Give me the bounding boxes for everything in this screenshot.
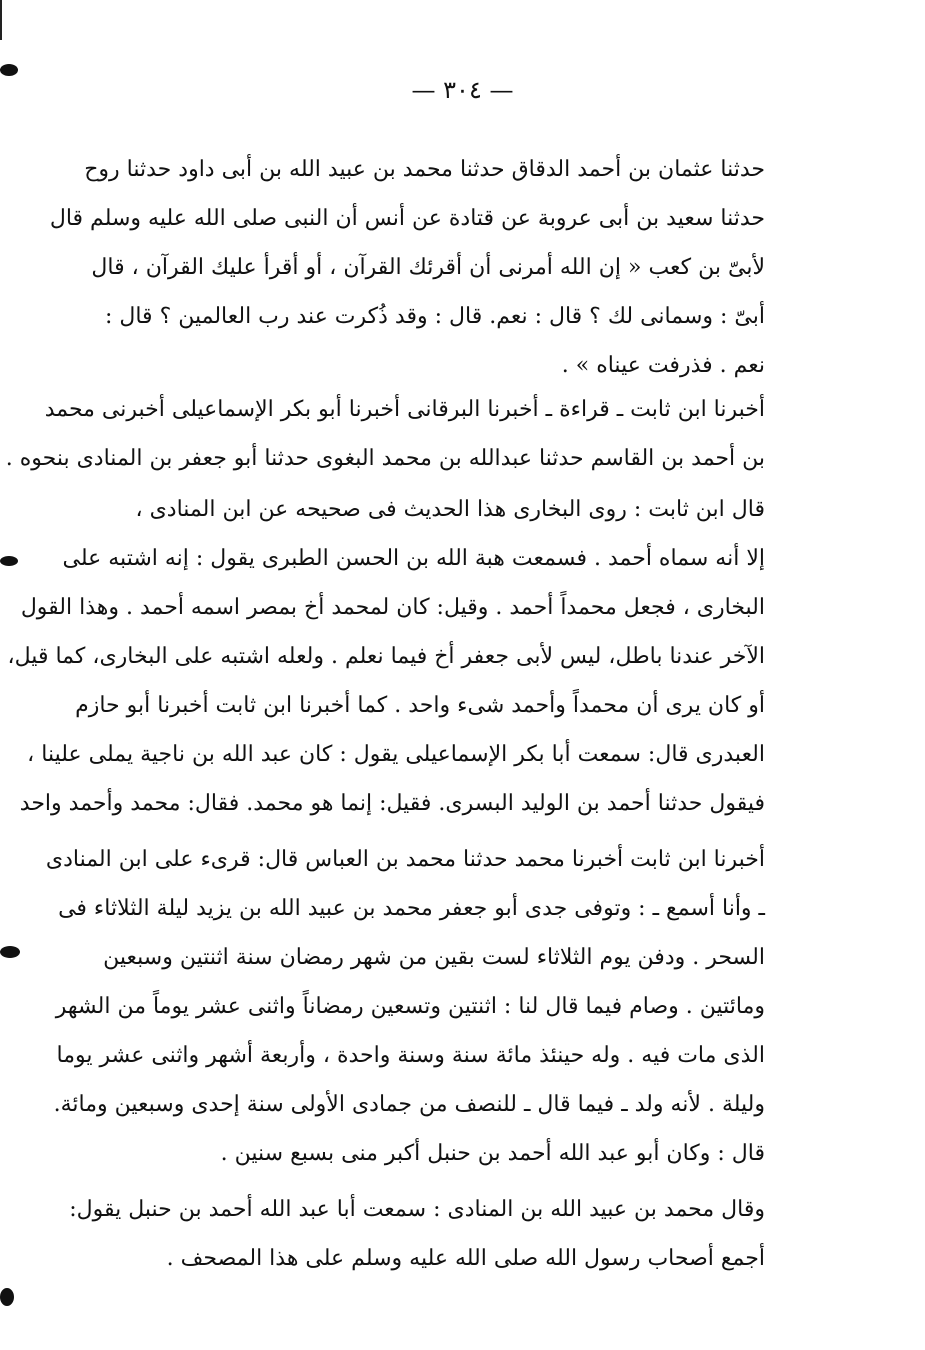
text-line: أخبرنا ابن ثابت ـ قراءة ـ أخبرنا البرقانى أخبرنا أبو بكر الإسماعيلى أخبرنى محمد <box>44 397 765 422</box>
paragraph-isnad <box>5 385 765 483</box>
text-line: العبدرى قال: سمعت أبا بكر الإسماعيلى يقول : كان عبد الله بن ناجية يملى علينا ، <box>27 742 765 767</box>
paragraph-hadith <box>49 145 765 390</box>
text-line: ومائتين . وصام فيما قال لنا : اثنتين وتسعين رمضاناً واثنى عشر يوماً من الشهر <box>55 994 765 1019</box>
text-line: حدثنا عثمان بن أحمد الدقاق حدثنا محمد بن عبيد الله بن أبى داود حدثنا روح <box>84 157 765 182</box>
text-line: الذى مات فيه . وله حينئذ مائة سنة وسنة واحدة ، وأربعة أشهر واثنى عشر يوما <box>56 1043 765 1068</box>
text-line: البخارى ، فجعل محمداً أحمد . وقيل: كان لمحمد أخ بمصر اسمه أحمد . وهذا القول <box>20 595 765 620</box>
text-line: بن أحمد بن القاسم حدثنا عبدالله بن محمد البغوى حدثنا أبو جعفر بن المنادى بنحوه . <box>5 446 765 471</box>
paragraph-commentary <box>7 485 765 828</box>
text-line: فيقول حدثنا أحمد بن الوليد البسرى. فقيل: إنما هو محمد. فقال: محمد وأحمد واحد <box>19 791 765 816</box>
text-line: أبىّ : وسمانى لك ؟ قال : نعم. قال : وقد ذُكرت عند رب العالمين ؟ قال : <box>104 304 765 329</box>
paragraph-closing <box>69 1185 765 1283</box>
text-line: أجمع أصحاب رسول الله صلى الله عليه وسلم على هذا المصحف . <box>166 1246 765 1271</box>
text-line: نعم . فذرفت عيناه » . <box>561 353 765 378</box>
binding-mark <box>0 556 18 566</box>
text-line: الآخر عندنا باطل، ليس لأبى جعفر أخ فيما نعلم . ولعله اشتبه على البخارى، كما قيل، <box>7 644 765 669</box>
text-line: حدثنا سعيد بن أبى عروبة عن قتادة عن أنس أن النبى صلى الله عليه وسلم قال <box>49 206 765 231</box>
text-line: أو كان يرى أن محمداً وأحمد شىء واحد . كما أخبرنا ابن ثابت أخبرنا أبو حازم <box>75 693 765 718</box>
text-line: إلا أنه سماه أحمد . فسمعت هبة الله بن الحسن الطبرى يقول : إنه اشتبه على <box>62 546 765 571</box>
binding-mark <box>0 1288 14 1306</box>
page-edge-line <box>0 0 2 40</box>
binding-mark <box>0 946 20 958</box>
paragraph-biography <box>45 835 765 1178</box>
text-line: قال ابن ثابت : روى البخارى هذا الحديث فى صحيحه عن ابن المنادى ، <box>135 497 765 522</box>
text-line: أخبرنا ابن ثابت أخبرنا محمد حدثنا محمد بن العباس قال: قرىء على ابن المنادى <box>45 847 765 872</box>
text-line: قال : وكان أبو عبد الله أحمد بن حنبل أكبر منى بسبع سنين . <box>220 1141 765 1166</box>
text-line: السحر . ودفن يوم الثلاثاء لست بقين من شهر رمضان سنة اثنتين وسبعين <box>103 945 765 970</box>
page-number: — ٣٠٤ — <box>411 76 514 104</box>
text-line: وليلة . لأنه ولد ـ فيما قال ـ للنصف من جمادى الأولى سنة إحدى وسبعين ومائة. <box>53 1092 765 1117</box>
text-line: لأبىّ بن كعب « إن الله أمرنى أن أقرئك القرآن ، أو أقرأ عليك القرآن ، قال <box>91 255 765 280</box>
text-line: ـ وأنا أسمع ـ : وتوفى جدى أبو جعفر محمد بن عبيد الله بن يزيد ليلة الثلاثاء فى <box>58 896 765 921</box>
text-line: وقال محمد بن عبيد الله بن المنادى : سمعت أبا عبد الله أحمد بن حنبل يقول: <box>69 1197 765 1222</box>
